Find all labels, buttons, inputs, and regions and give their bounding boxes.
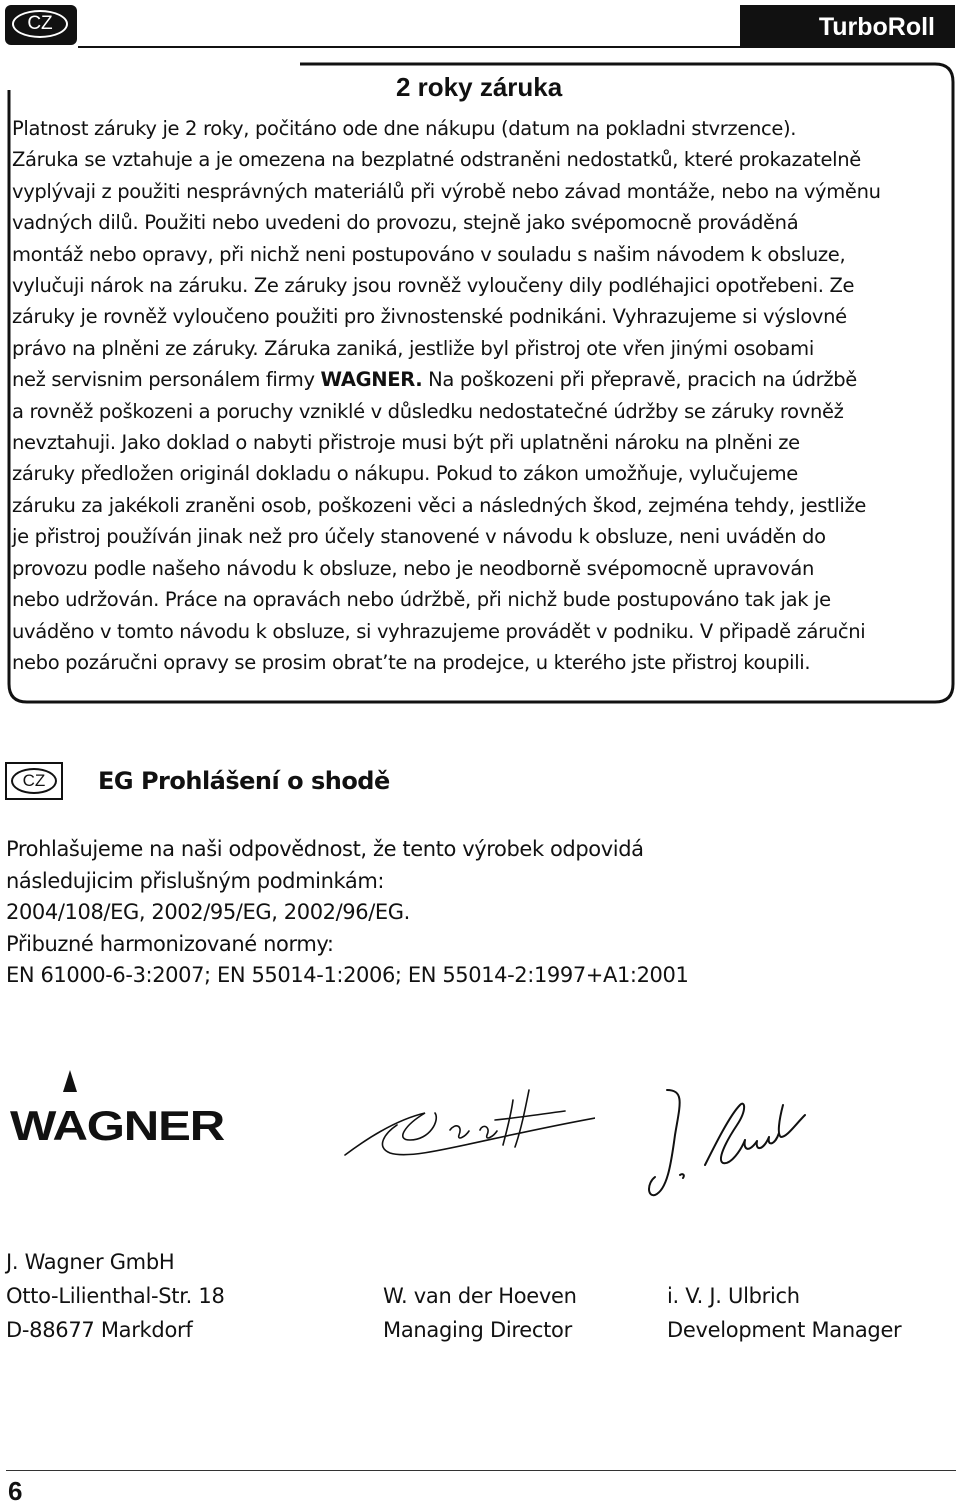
company-address	[6, 1245, 225, 1347]
declaration-line: 2004/108/EG, 2002/95/EG, 2002/96/EG.	[6, 900, 410, 924]
declaration-body	[6, 834, 926, 992]
wagner-logo	[8, 1070, 226, 1146]
signer-block-1	[383, 1279, 577, 1347]
warranty-line: nebo pozáručni opravy se prosim obrat’te na prodejce, u kterého jste přistroj koupili.	[12, 650, 811, 674]
warranty-line: nebo udržován. Práce na opravách nebo údržbě, při nichž bude postupováno tak jak je	[12, 588, 831, 612]
company-name: WAGNER.	[320, 368, 423, 392]
country-code: CZ	[11, 768, 57, 794]
signer-name: W. van der Hoeven	[383, 1284, 577, 1308]
wagner-logo-text: WAGNER	[10, 1102, 225, 1146]
signature-ulbrich	[645, 1085, 810, 1200]
declaration-line: EN 61000-6-3:2007; EN 55014-1:2006; EN 55014-2:1997+A1:2001	[6, 963, 689, 987]
country-code: CZ	[12, 10, 68, 38]
warranty-line: a rovněž poškozeni a poruchy vzniklé v důsledku nedostatečné údržby se záruky rovněž	[12, 399, 844, 423]
warranty-line: záruku za jakékoli zraněni osob, poškozeni věci a následných škod, zejména tehdy, jestliže	[12, 493, 867, 517]
product-name: TurboRoll	[740, 5, 955, 48]
warranty-line: uváděno v tomto návodu k obsluze, si vyhrazujeme provádět v podniku. V připadě záručni	[12, 619, 866, 643]
company-name: J. Wagner GmbH	[6, 1250, 175, 1274]
warranty-line: Záruka se vztahuje a je omezena na bezplatné odstraněni nedostatků, které prokazatelně	[12, 148, 861, 172]
signer-role: Managing Director	[383, 1318, 572, 1342]
page-number: 6	[8, 1476, 23, 1506]
warranty-line: právo na plněni ze záruky. Záruka zaniká, jestliže byl přistroj ote vřen jinými osobami	[12, 336, 814, 360]
signer-block-2	[667, 1279, 901, 1347]
warranty-text	[12, 113, 952, 678]
warranty-line	[12, 364, 948, 395]
footer-rule	[6, 1470, 956, 1471]
declaration-line: Prohlašujeme na naši odpovědnost, že tento výrobek odpovidá	[6, 837, 644, 861]
warranty-line: vylučuji nárok na záruku. Ze záruky jsou rovněž vyloučeny dily podléhajici opotřebeni. Ze	[12, 274, 855, 298]
warranty-line: záruky je rovněž vyloučeno použiti pro živnostenské podnikáni. Vyhrazujeme si výslovné	[12, 305, 847, 329]
warranty-line: montáž nebo opravy, při nichž neni postupováno v souladu s našim návodem k obsluze,	[12, 242, 846, 266]
company-city: D-88677 Markdorf	[6, 1318, 193, 1342]
warranty-line: vadných dilů. Použiti nebo uvedeni do provozu, stejně jako svépomocně prováděná	[12, 211, 799, 235]
warranty-line: nevztahuji. Jako doklad o nabyti přistroje musi být při uplatněni nároku na plněni ze	[12, 431, 800, 455]
warranty-line: je přistroj používán jinak než pro účely stanovené v návodu k obsluze, neni uváděn do	[12, 525, 826, 549]
declaration-line: následujicim přislušným podminkám:	[6, 868, 385, 893]
warranty-line-end: Na poškozeni při přepravě, pracich na údržbě	[428, 368, 857, 392]
warranty-line: vyplývaji z použiti nesprávných materiálů při výrobě nebo závad montáže, nebo na výměnu	[12, 179, 881, 203]
warranty-title: 2 roky záruka	[396, 72, 563, 102]
warranty-line-start: než servisnim personálem firmy	[12, 368, 315, 392]
signer-name: i. V. J. Ulbrich	[667, 1284, 800, 1308]
country-badge-small	[5, 762, 63, 800]
company-street: Otto-Lilienthal-Str. 18	[6, 1284, 225, 1308]
declaration-title: EG Prohlášení o shodě	[98, 767, 390, 795]
declaration-line: Přibuzné harmonizované normy:	[6, 931, 334, 956]
signer-role: Development Manager	[667, 1318, 902, 1342]
warranty-line: Platnost záruky je 2 roky, počitáno ode dne nákupu (datum na pokladni stvrzence).	[12, 117, 797, 140]
warranty-line: záruky předložen originál dokladu o nákupu. Pokud to zákon umožňuje, vylučujeme	[12, 462, 798, 486]
signature-hoeven	[335, 1085, 595, 1165]
warranty-line: provozu podle našeho návodu k obsluze, nebo je neodborně svépomocně upravován	[12, 556, 815, 580]
